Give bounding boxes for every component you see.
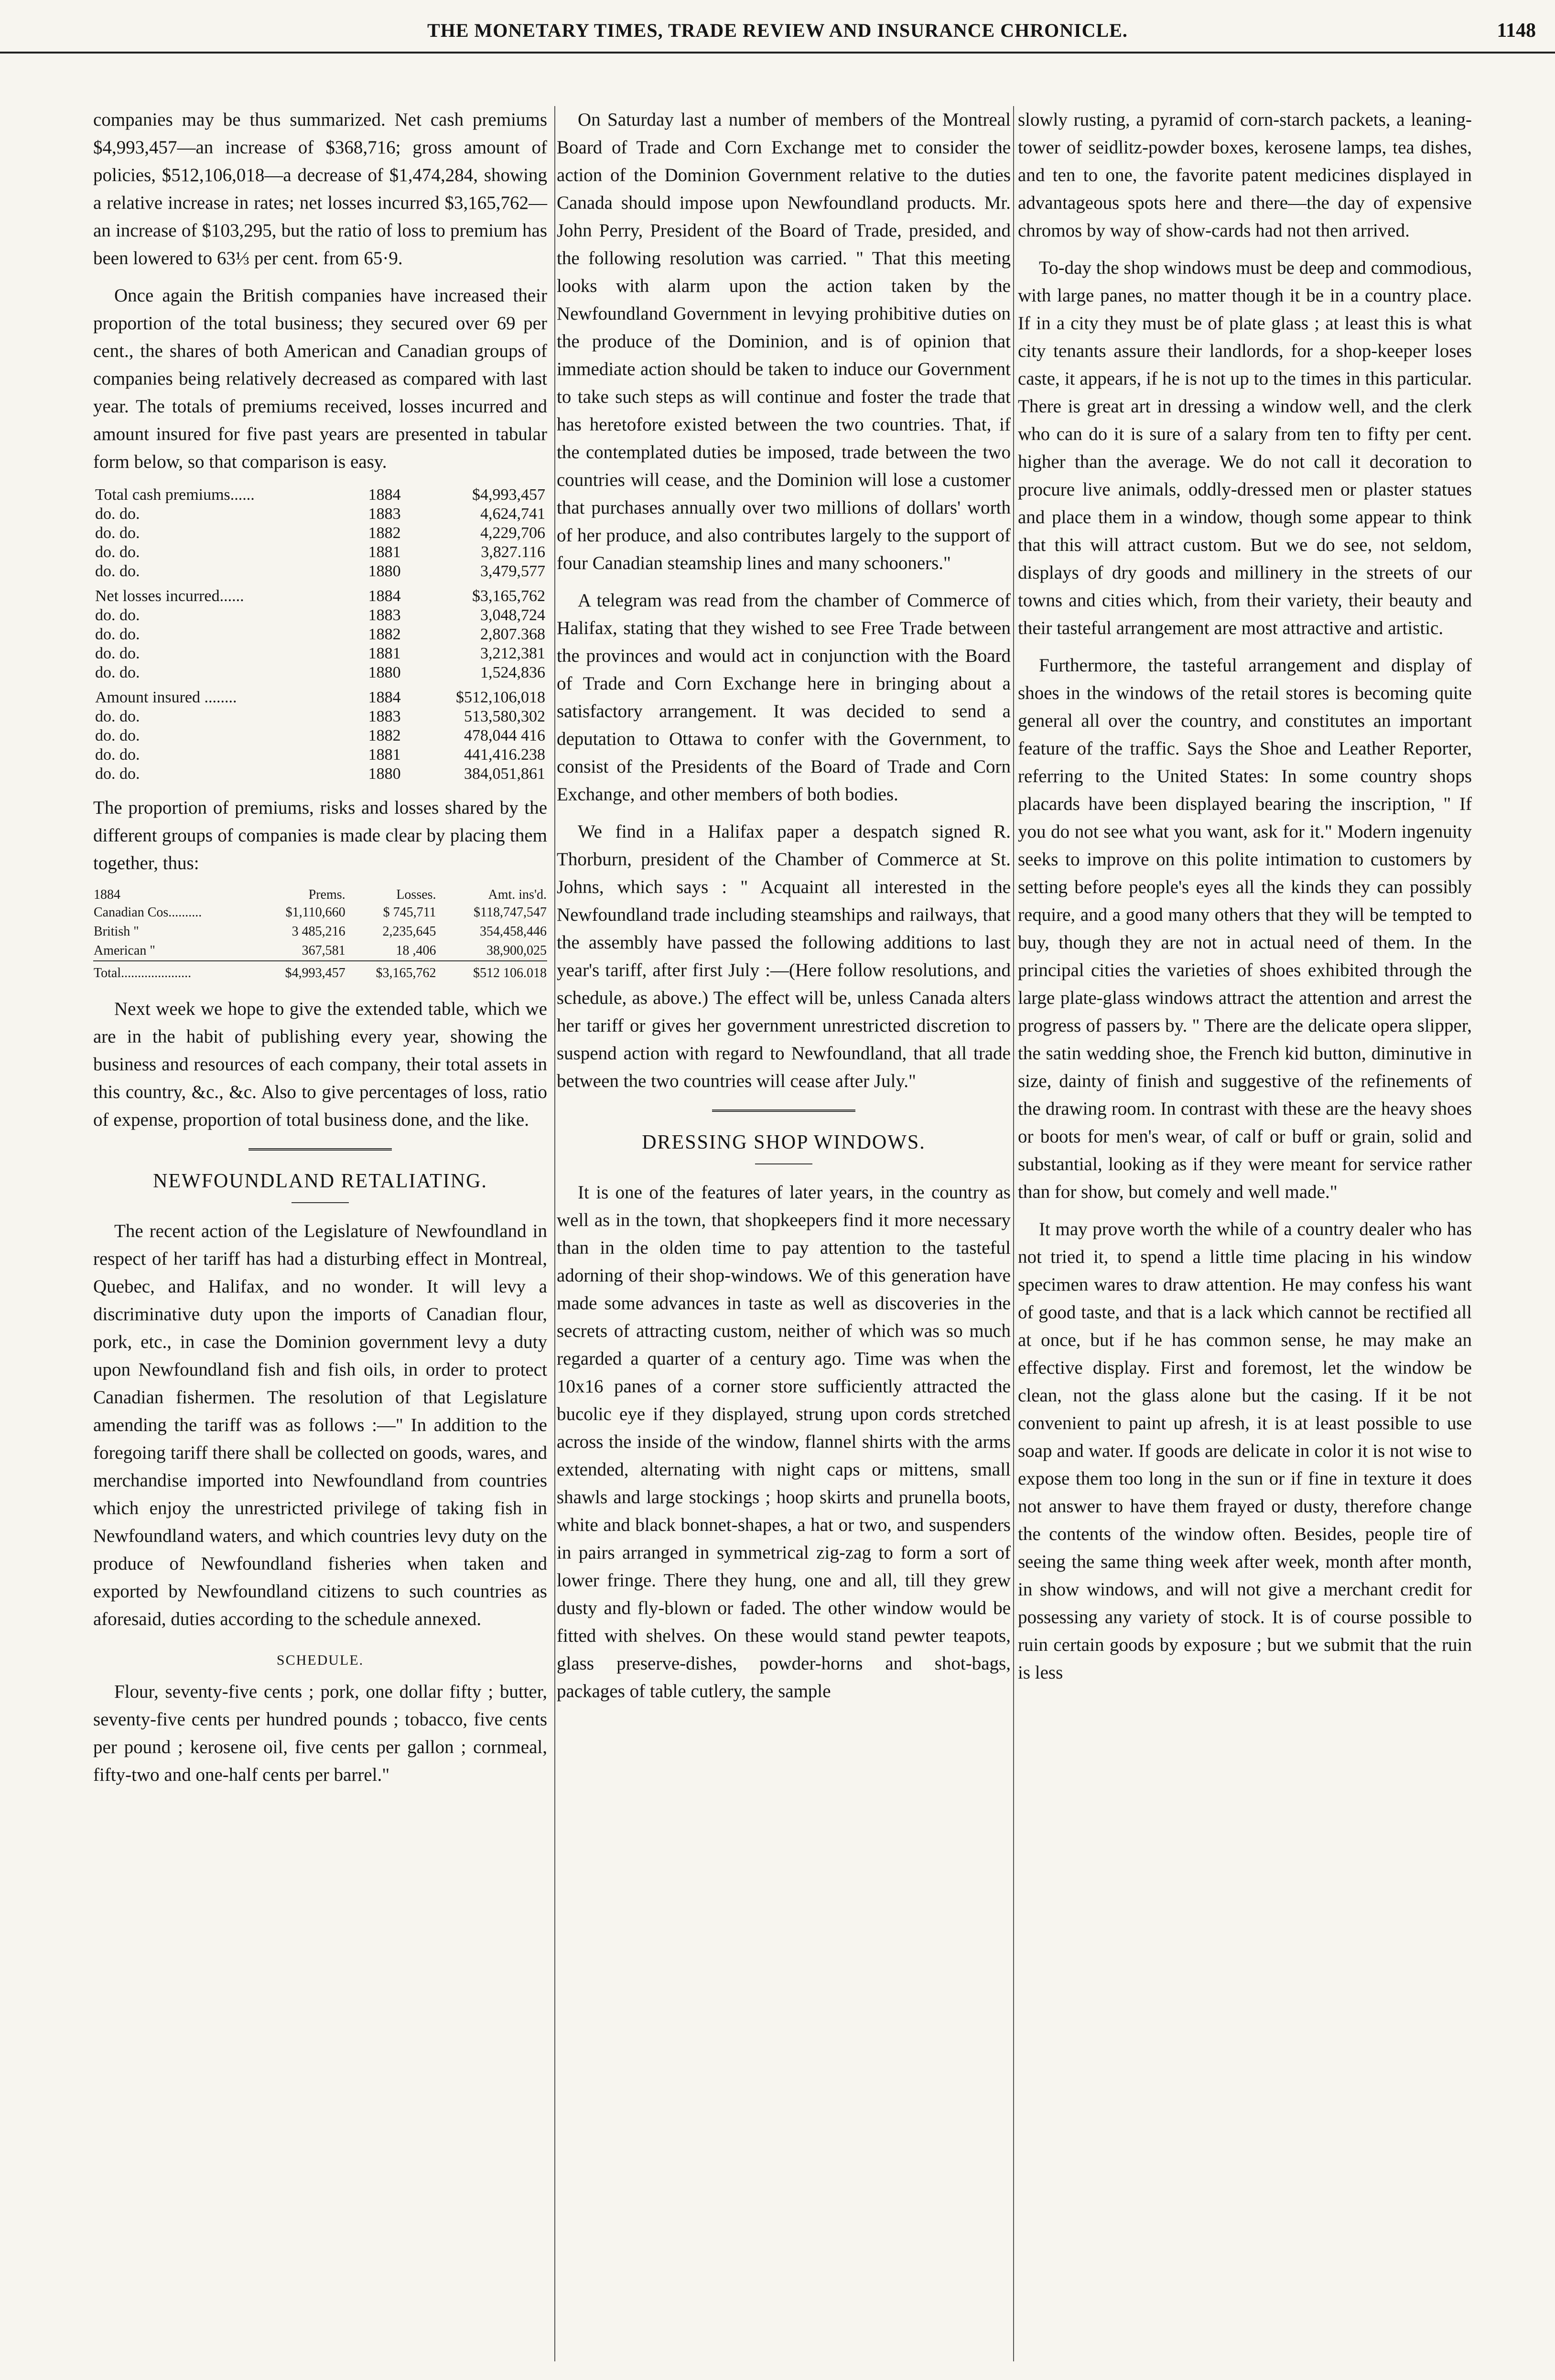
table-cell: 1880 xyxy=(368,664,401,681)
group-comparison-table xyxy=(93,887,547,983)
section-rule xyxy=(712,1109,855,1112)
paragraph: slowly rusting, a pyramid of corn-starch packets, a leaning-tower of seidlitz-powder boxes, kerosene lamps, tea dishes, and ten to one, the favorite patent medicines displayed in advantageous spots here and there—the day of expensive chromos by way of show-cards had not then arrived. xyxy=(1018,109,1472,241)
table-header: Losses. xyxy=(396,887,436,902)
five-year-totals-table xyxy=(93,485,547,784)
table-cell: 1881 xyxy=(368,543,401,561)
section-rule xyxy=(248,1148,392,1151)
paragraph: It is one of the features of later years, in the country as well as in the town, that shopkeepers find it more necessary than in the olden time to pay attention to the tasteful adorning of their shop-windows. We of this generation have made some advances in taste as well as discoveries in the secrets of attracting custom, neither of which was so much regarded a quarter of a century ago. Time was when the 10x16 panes of a corner store sufficiently attracted the bucolic eye if they displayed, strung upon cords stretched across the inside of the window, flannel shirts with the arms extended, alternating with night caps or mittens, small shawls and large stockings ; hoop skirts and prunella boots, white and black bonnet-shapes, a hat or two, and suspenders in pairs arranged in symmetrical zig-zag to form a sort of lower fringe. There they hung, one and all, till they grew dusty and fly-blown or faded. The other window would be fitted with shelves. On these would stand pewter teapots, glass preserve-dishes, powder-horns and shot-bags, packages of table cutlery, the sample xyxy=(557,1182,1011,1702)
table-header: Prems. xyxy=(308,887,346,902)
table-cell: do. do. xyxy=(95,727,140,744)
table-cell: do. do. xyxy=(95,524,140,542)
paragraph: Furthermore, the tasteful arrangement and display of shoes in the windows of the retail stores is becoming quite general all over the country, and constitutes an important feature of the traffic. Says the Shoe and Leather Reporter, referring to the United States: In some country shops placards have been displayed bearing the inscription, " If you do not see what you want, ask for it." Modern ingenuity seeks to improve on this polite intimation to customers by setting before people's eyes all the kinds they can possibly require, and a good many others that they will be tempted to buy, though they are not in actual need of them. In the principal cities the varieties of shoes exhibited through the large plate-glass windows attract the attention and arrest the progress of passers by. " There are the delicate opera slipper, the satin wedding shoe, the French kid button, diminutive in size, dainty of finish and suggestive of the refinements of the drawing room. In contrast with these are the heavy shoes or boots for men's wear, of calf or buff or grain, solid and substantial, looking as if they were meant for service rather than for show, but comely and well made." xyxy=(1018,655,1472,1202)
table-cell: 513,580,302 xyxy=(464,708,545,725)
paragraph: We find in a Halifax paper a despatch signed R. Thorburn, president of the Chamber of Commerce at St. Johns, which says : " Acquaint all interested in the Newfoundland trade including steamships and railways, that the assembly have passed the following additions to last year's tariff, after first July :—(Here follow resolutions, and schedule, as above.) The effect will be, unless Canada alters her tariff or gives her government unrestricted discretion to suspend action with regard to Newfoundland, that all trade between the two countries will cease after July." xyxy=(557,821,1011,1091)
table-cell: 4,624,741 xyxy=(480,505,545,523)
table-cell: do. do. xyxy=(95,645,140,662)
masthead xyxy=(0,13,1555,54)
heading-rule xyxy=(292,1202,349,1203)
table-cell: 3,048,724 xyxy=(480,606,545,624)
table-cell: do. do. xyxy=(95,746,140,764)
table-row xyxy=(93,663,547,682)
column-1 xyxy=(93,106,547,1798)
table-cell: $3,165,762 xyxy=(472,587,545,605)
table-header: Amt. ins'd. xyxy=(488,887,547,902)
table-cell: 18 ,406 xyxy=(396,943,436,958)
table-cell: 1881 xyxy=(368,746,401,764)
table-row xyxy=(93,941,547,961)
table-cell: 1884 xyxy=(368,689,401,706)
table-cell: 441,416.238 xyxy=(464,746,545,764)
paragraph: Once again the British companies have increased their proportion of the total business; they secured over 69 per cent., the shares of both American and Canadian groups of companies being relatively decreased as compared with last year. The totals of premiums received, losses incurred and amount insured for five past years are presented in tabular form below, so that comparison is easy. xyxy=(93,285,547,472)
table-row xyxy=(93,524,547,543)
article-heading: NEWFOUNDLAND RETALIATING. xyxy=(153,1170,487,1192)
table-cell: 1880 xyxy=(368,765,401,783)
heading-rule xyxy=(755,1163,812,1164)
paragraph: On Saturday last a number of members of the Montreal Board of Trade and Corn Exchange met to consider the action of the Dominion Government relative to the duties Canada should impose upon Newfoundland products. Mr. John Perry, President of the Board of Trade, presided, and the following resolution was carried. " That this meeting looks with alarm upon the action taken by the Newfoundland Government in levying prohibitive duties on the produce of the Dominion, and is of opinion that immediate action should be taken to induce our Government to take such steps as will continue and foster the trade that has heretofore existed between the two countries. That, if the contemplated duties be imposed, trade between the two countries will cease, and the Dominion will lose a customer that purchases annually over two millions of dollars' worth of her produce, and also contributes largely to the support of four Canadian steamship lines and many schooners." xyxy=(557,109,1011,573)
table-cell: $4,993,457 xyxy=(255,961,346,983)
table-row xyxy=(93,745,547,765)
table-cell: 4,229,706 xyxy=(480,524,545,542)
schedule-heading: SCHEDULE. xyxy=(276,1652,364,1668)
paragraph: companies may be thus summarized. Net cash premiums $4,993,457—an increase of $368,716; gross amount of policies, $512,106,018—a decrease of $1,474,284, showing a relative increase in rates; net losses incurred $3,165,762—an increase of $103,295, but the ratio of loss to premium has been lowered to 63⅓ per cent. from 65·9. xyxy=(93,109,547,269)
column-rule xyxy=(554,106,555,2361)
table-cell: Net losses incurred...... xyxy=(95,587,244,605)
table-row xyxy=(93,726,547,745)
table-cell: 3,212,381 xyxy=(480,645,545,662)
table-cell: 478,044 416 xyxy=(464,727,545,744)
table-row xyxy=(93,581,547,606)
table-cell: do. do. xyxy=(95,765,140,783)
paragraph: To-day the shop windows must be deep and commodious, with large panes, no matter though it be in a country place. If in a city they must be of plate glass ; at least this is what city tenants assure their landlords, for a shop-keeper loses caste, it appears, if he is not up to the times in this particular. There is great art in dressing a window well, and the clerk who can do it is sure of a salary from ten to fifty per cent. higher than the average. We do not call it decoration to procure live animals, oddly-dressed men or plaster statues and place them in a window, though some appear to think that this will attract custom. But we do see, not seldom, displays of dry goods and millinery in the streets of our towns and cities which, from their variety, their beauty and their tasteful arrangement are most attractive and artistic. xyxy=(1018,258,1472,638)
paragraph: A telegram was read from the chamber of Commerce of Halifax, stating that they wished to see Free Trade between the provinces and would act in conjunction with the Board of Trade and Corn Exchange here in bringing about a satisfactory arrangement. It was decided to send a deputation to Ottawa to confer with the Government, to consist of the Presidents of the Board of Trade and Corn Exchange, and other members of both bodies. xyxy=(557,590,1011,805)
table-cell: $1,110,660 xyxy=(285,905,346,920)
table-row xyxy=(93,625,547,644)
table-cell: 2,807.368 xyxy=(480,625,545,643)
table-cell: 1883 xyxy=(368,505,401,523)
table-cell: 1882 xyxy=(368,727,401,744)
table-cell: $3,165,762 xyxy=(346,961,437,983)
table-cell: 354,458,446 xyxy=(480,924,547,939)
table-row xyxy=(93,682,547,707)
table-cell: $512 106.018 xyxy=(437,961,547,983)
table-cell: do. do. xyxy=(95,606,140,624)
table-cell: Total cash premiums...... xyxy=(95,486,255,504)
table-cell: do. do. xyxy=(95,562,140,580)
table-cell: 1882 xyxy=(368,524,401,542)
table-cell: Amount insured ........ xyxy=(95,689,237,706)
table-cell: do. do. xyxy=(95,505,140,523)
table-cell: American " xyxy=(94,943,155,958)
table-cell: 1884 xyxy=(368,587,401,605)
paragraph: The proportion of premiums, risks and losses shared by the different groups of companies is made clear by placing them together, thus: xyxy=(93,797,547,873)
article-heading: DRESSING SHOP WINDOWS. xyxy=(642,1131,926,1153)
table-cell: 3 485,216 xyxy=(292,924,346,939)
table-row xyxy=(93,485,547,505)
table-cell: 38,900,025 xyxy=(486,943,547,958)
running-head: THE MONETARY TIMES, TRADE REVIEW AND INSURANCE CHRONICLE. xyxy=(427,20,1128,41)
table-row xyxy=(93,903,547,922)
table-cell: Total..................... xyxy=(93,961,255,983)
table-header: 1884 xyxy=(94,887,120,902)
table-row xyxy=(93,707,547,726)
table-row xyxy=(93,765,547,784)
table-row xyxy=(93,606,547,625)
table-cell: 1,524,836 xyxy=(480,664,545,681)
table-cell: 1884 xyxy=(368,486,401,504)
page-number: 1148 xyxy=(1497,20,1536,42)
paragraph: Flour, seventy-five cents ; pork, one dollar fifty ; butter, seventy-five cents per hundred pounds ; tobacco, five cents per pound ; kerosene oil, five cents per gallon ; cornmeal, fifty-two and one-half cents per barrel." xyxy=(93,1681,547,1785)
table-cell: 367,581 xyxy=(302,943,346,958)
table-row xyxy=(93,644,547,663)
table-cell: do. do. xyxy=(95,708,140,725)
table-cell: $ 745,711 xyxy=(383,905,436,920)
table-cell: $4,993,457 xyxy=(472,486,545,504)
table-cell: 1883 xyxy=(368,606,401,624)
table-cell: 1881 xyxy=(368,645,401,662)
table-cell: do. do. xyxy=(95,543,140,561)
table-cell: Canadian Cos.......... xyxy=(94,905,202,920)
table-cell: 3,479,577 xyxy=(480,562,545,580)
table-cell: 3,827.116 xyxy=(481,543,545,561)
column-3 xyxy=(1018,106,1472,1696)
table-cell: 2,235,645 xyxy=(382,924,436,939)
table-cell: do. do. xyxy=(95,664,140,681)
paragraph: It may prove worth the while of a country dealer who has not tried it, to spend a little time placing in his window specimen wares to draw attention. He may confess his want of good taste, and that is a lack which cannot be rectified all at once, but if he has common sense, he may make an effective display. First and foremost, let the window be clean, not the glass alone but the casing. If it be not convenient to paint up afresh, it is at least possible to use soap and water. If goods are delicate in color it is not wise to expose them too long in the sun or if fine in texture it does not answer to have them frayed or dusty, therefore change the contents of the window often. Besides, people tire of seeing the same thing week after week, month after month, in show windows, and will not give a merchant credit for possessing any variety of stock. It is of course possible to ruin certain goods by exposure ; but we submit that the ruin is less xyxy=(1018,1219,1472,1683)
table-row xyxy=(93,922,547,941)
table-total-row xyxy=(93,961,547,983)
table-row xyxy=(93,543,547,562)
table-cell: 1882 xyxy=(368,625,401,643)
table-cell: 384,051,861 xyxy=(464,765,545,783)
table-cell: 1880 xyxy=(368,562,401,580)
paragraph: The recent action of the Legislature of Newfoundland in respect of her tariff has had a disturbing effect in Montreal, Quebec, and Halifax, and no wonder. It will levy a discriminative duty upon the imports of Canadian flour, pork, etc., in case the Dominion government levy a duty upon Newfoundland fish and fish oils, in order to protect Canadian fishermen. The resolution of that Legislature amending the tariff was as follows :—" In addition to the foregoing tariff there shall be collected on goods, wares, and merchandise imported into Newfoundland from countries which enjoy the unrestricted privilege of taking fish in Newfoundland waters, and which countries levy duty on the produce of Newfoundland fisheries when taken and exported by Newfoundland citizens to such countries as aforesaid, duties according to the schedule annexed. xyxy=(93,1221,547,1629)
table-cell: $512,106,018 xyxy=(456,689,545,706)
table-cell: British " xyxy=(94,924,139,939)
paragraph: Next week we hope to give the extended table, which we are in the habit of publishing every year, showing the business and resources of each company, their total assets in this country, &c., &c. Also to give percentages of loss, ratio of expense, proportion of total business done, and the like. xyxy=(93,999,547,1130)
table-row xyxy=(93,505,547,524)
table-row xyxy=(93,562,547,581)
table-cell: $118,747,547 xyxy=(474,905,547,920)
column-rule xyxy=(1013,106,1014,2361)
table-cell: do. do. xyxy=(95,625,140,643)
column-2 xyxy=(557,106,1011,1715)
table-cell: 1883 xyxy=(368,708,401,725)
